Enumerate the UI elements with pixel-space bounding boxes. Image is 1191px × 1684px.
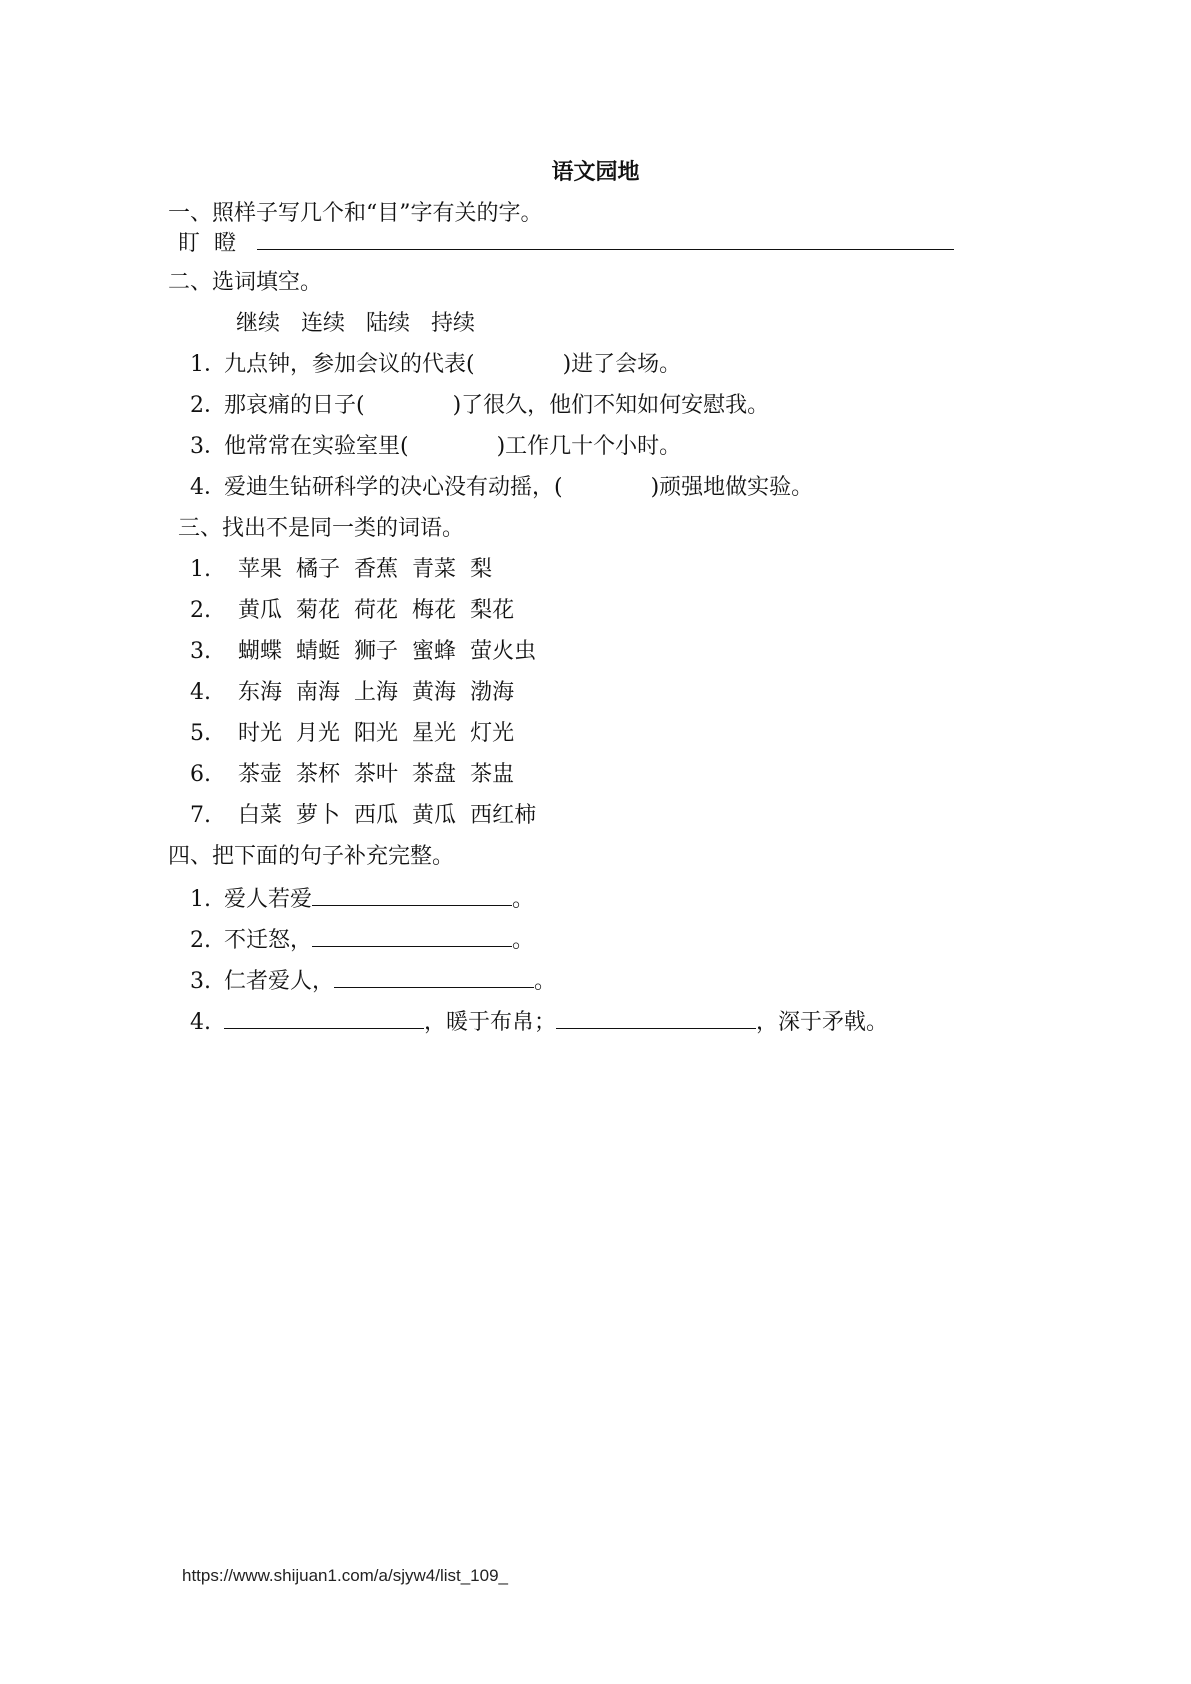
word-group-item [190, 637, 550, 667]
item-text: 不迁怒， [224, 928, 313, 953]
word: 渤海 [470, 680, 515, 705]
answer-blank[interactable] [556, 1006, 756, 1029]
item-text: )顽强地做实验。 [650, 475, 814, 500]
word: 黄瓜 [238, 598, 283, 623]
item-number: 3. [190, 639, 211, 664]
word: 西瓜 [354, 803, 399, 828]
word: 梨 [470, 557, 493, 582]
word: 灯光 [470, 721, 515, 746]
word-group-item [190, 678, 528, 708]
item-text: 他常常在实验室里( [224, 434, 409, 459]
item-text: ，暖于布帛； [424, 1010, 557, 1035]
word: 南海 [296, 680, 341, 705]
word: 荷花 [354, 598, 399, 623]
word-option: 持续 [431, 311, 476, 336]
word: 梨花 [470, 598, 515, 623]
fill-item [190, 432, 681, 462]
item-text: )进了会场。 [562, 352, 682, 377]
complete-sentence-item [190, 1006, 888, 1038]
item-text: 。 [512, 887, 535, 912]
complete-sentence-item [190, 924, 534, 956]
section-1-example-row [178, 227, 954, 259]
word: 上海 [354, 680, 399, 705]
word: 茶盘 [412, 762, 457, 787]
word: 蜜蜂 [412, 639, 457, 664]
fill-item [190, 350, 681, 380]
section-1-heading: 一、照样子写几个和“目”字有关的字。 [168, 201, 543, 226]
word-option: 连续 [301, 311, 346, 336]
word: 萤火虫 [470, 639, 537, 664]
section-2-heading: 二、选词填空。 [168, 270, 323, 295]
word-group-item [190, 555, 506, 585]
item-text: 爱人若爱 [224, 887, 313, 912]
fill-item [190, 473, 813, 503]
word: 萝卜 [296, 803, 341, 828]
section-4-heading: 四、把下面的句子补充完整。 [168, 844, 455, 869]
item-number: 4. [190, 1010, 211, 1035]
answer-blank[interactable] [334, 965, 534, 988]
item-number: 1． [190, 352, 226, 377]
word: 茶壶 [238, 762, 283, 787]
item-text: 仁者爱人， [224, 969, 335, 994]
word-options [236, 309, 489, 339]
item-number: 4． [190, 475, 226, 500]
word: 茶盅 [470, 762, 515, 787]
answer-blank[interactable] [224, 1006, 424, 1029]
word-group-item [190, 801, 550, 831]
item-number: 2． [190, 393, 226, 418]
item-number: 5. [190, 721, 211, 746]
word: 东海 [238, 680, 283, 705]
word: 星光 [412, 721, 457, 746]
item-text: ，深于矛戟。 [756, 1010, 889, 1035]
word: 苹果 [238, 557, 283, 582]
word: 黄海 [412, 680, 457, 705]
word: 菊花 [296, 598, 341, 623]
answer-blank[interactable] [312, 924, 512, 947]
item-number: 1. [190, 557, 211, 582]
word: 梅花 [412, 598, 457, 623]
section-3-heading: 三、找出不是同一类的词语。 [178, 516, 465, 541]
item-text: 九点钟，参加会议的代表( [224, 352, 475, 377]
item-text: 。 [512, 928, 535, 953]
word: 蝴蝶 [238, 639, 283, 664]
item-text: )了很久，他们不知如何安慰我。 [452, 393, 770, 418]
item-text: 那哀痛的日子( [224, 393, 365, 418]
word-group-item [190, 719, 528, 749]
item-text: 。 [534, 969, 557, 994]
item-number: 2. [190, 598, 211, 623]
word-group-item [190, 596, 528, 626]
word: 蜻蜓 [296, 639, 341, 664]
item-text: 爱迪生钻研科学的决心没有动摇，( [224, 475, 563, 500]
item-number: 3． [190, 434, 226, 459]
item-number: 1. [190, 887, 211, 912]
word: 橘子 [296, 557, 341, 582]
item-text: )工作几十个小时。 [496, 434, 682, 459]
item-number: 6. [190, 762, 211, 787]
word: 西红柿 [470, 803, 537, 828]
word: 香蕉 [354, 557, 399, 582]
word: 月光 [296, 721, 341, 746]
item-number: 2. [190, 928, 211, 953]
fill-item [190, 391, 769, 421]
complete-sentence-item [190, 965, 556, 997]
item-number: 3. [190, 969, 211, 994]
word: 白菜 [238, 803, 283, 828]
word: 黄瓜 [412, 803, 457, 828]
word: 时光 [238, 721, 283, 746]
page-title: 语文园地 [551, 159, 640, 185]
word-option: 继续 [236, 311, 281, 336]
word: 茶杯 [296, 762, 341, 787]
word: 青菜 [412, 557, 457, 582]
item-number: 7. [190, 803, 211, 828]
item-number: 4. [190, 680, 211, 705]
section-1-example: 盯 瞪 [178, 231, 236, 256]
answer-blank[interactable] [312, 883, 512, 906]
footer-url: https://www.shijuan1.com/a/sjyw4/list_109_ [182, 1566, 508, 1585]
complete-sentence-item [190, 883, 534, 915]
word: 阳光 [354, 721, 399, 746]
word: 狮子 [354, 639, 399, 664]
word-group-item [190, 760, 528, 790]
word-option: 陆续 [366, 311, 411, 336]
section-1-answer-blank[interactable] [257, 227, 954, 250]
word: 茶叶 [354, 762, 399, 787]
